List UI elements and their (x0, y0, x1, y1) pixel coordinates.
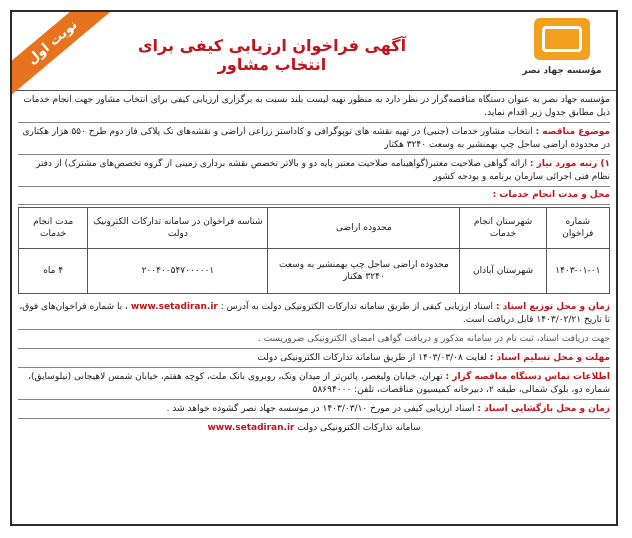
subject-text: انتخاب مشاور خدمات (جنبی) در تهیه نقشه های توپوگرافی و کاداستر زراعی اراضی و نقشه‌های تک پلاکی فاز دوم طرح ۵۵۰ هزار هکتاری در محدوده اراضی ساحل چپ بهمنشیر به وسعت ۳۲۴۰ هکتار (22, 127, 610, 150)
subject-label: موضوع مناقصه : (535, 127, 610, 137)
rank-label: ۱) رتبه مورد نیاز : (529, 159, 610, 169)
call-id-cell: ۲۰۰۴۰۰۵۴۷۰۰۰۰۰۱ (88, 249, 268, 294)
opening-label: زمان و محل بازگشایی اسناد : (477, 404, 610, 414)
table-header-row (19, 208, 610, 249)
footer-line (18, 419, 610, 437)
contact-label: اطلاعات تماس دستگاه مناقصه گزار : (445, 372, 610, 382)
ad-body (12, 91, 616, 437)
distribution-paragraph (18, 298, 610, 330)
opening-text: اسناد ارزیابی کیفی در مورخ ۱۴۰۳/۰۳/۱۰ در موسسه جهاد نصر گشوده خواهد شد . (166, 404, 475, 414)
ad-title: آگهی فراخوان ارزیابی کیفی برای انتخاب مشاور (137, 36, 407, 74)
organization-logo (516, 18, 608, 84)
column-header: شهرستان انجام خدمات (460, 208, 546, 249)
logo-caption: مؤسسه جهاد نصر (522, 66, 602, 76)
column-header: شماره فراخوان (546, 208, 609, 249)
table-row (19, 249, 610, 294)
footer-text: سامانه تدارکات الکترونیکی دولت (297, 423, 421, 433)
registration-note: جهت دریافت اسناد، ثبت نام در سامانه مذکور و دریافت گواهی امضای الکترونیکی ضروریست . (18, 330, 610, 349)
column-header: مدت انجام خدمات (19, 208, 88, 249)
rank-text: ارائه گواهی صلاحیت معتبر(گواهینامه صلاحیت معتبر پایه دو و بالاتر تخصص نقشه برداری زمینی از گروه تخصص‌های مشترک) از دفتر نظام فنی اجرائی سازمان برنامه و بودجه کشور (36, 159, 610, 182)
location-heading: محل و مدت انجام خدمات : (18, 187, 610, 205)
column-header: شناسه فراخوان در سامانه تدارکات الکترونیک دولت (88, 208, 268, 249)
footer-link[interactable]: www.setadiran.ir (207, 423, 295, 433)
logo-mark-icon (534, 18, 590, 60)
duration-cell: ۴ ماه (19, 249, 88, 294)
distribution-text: اسناد ارزیابی کیفی از طریق سامانه تدارکات الکترونیکی دولت به آدرس : (220, 302, 494, 312)
deadline-text: لغایت ۱۴۰۳/۰۳/۰۸ از طریق سامانه تدارکات الکترونیکی دولت (257, 353, 487, 363)
distribution-text-after: ، با شماره فراخوان‌های فوق، تا تاریخ ۱۴۰۳/۰۲/۲۱ قابل دریافت است. (19, 302, 610, 325)
subject-paragraph (18, 123, 610, 155)
opening-paragraph (18, 400, 610, 419)
intro-paragraph: مؤسسه جهاد نصر به عنوان دستگاه مناقصه‌گزار در نظر دارد به منظور تهیه لیست بلند نسبت به برگزاری ارزیابی کیفی برای انتخاب مشاور جهت انجام خدمات ذیل مطابق جدول زیر اقدام نماید. (18, 91, 610, 123)
call-number-cell: ۱۴۰۳-۰۱-۰۱ (546, 249, 609, 294)
contact-text: تهران، خیابان ولیعصر، پائین‌تر از میدان ونک، روبروی بانک ملت، کوچه هفتم، خیابان شمس لاهیجانی (نیلوسایق)، شماره دو، بلوک شمالی، طبقه ۲، دبیرخانه کمیسیون مناقصات، تلفن: ۵۸۶۹۴۰۰۰ (28, 372, 610, 395)
deadline-paragraph (18, 349, 610, 368)
deadline-label: مهلت و محل تسلیم اسناد : (489, 353, 610, 363)
land-area-cell: محدوده اراضی ساحل چپ بهمنشیر به وسعت ۳۲۴۰ هکتار (268, 249, 460, 294)
column-header: محدوده اراضی (268, 208, 460, 249)
county-cell: شهرستان آبادان (460, 249, 546, 294)
first-publication-badge: نوبت اول (10, 10, 119, 101)
contact-paragraph (18, 368, 610, 400)
setadiran-link[interactable]: www.setadiran.ir (130, 302, 218, 312)
rank-paragraph (18, 155, 610, 187)
distribution-label: زمان و محل توزیع اسناد : (495, 302, 610, 312)
ad-header (12, 12, 616, 91)
advertisement-frame (10, 10, 618, 526)
services-table (18, 207, 610, 294)
